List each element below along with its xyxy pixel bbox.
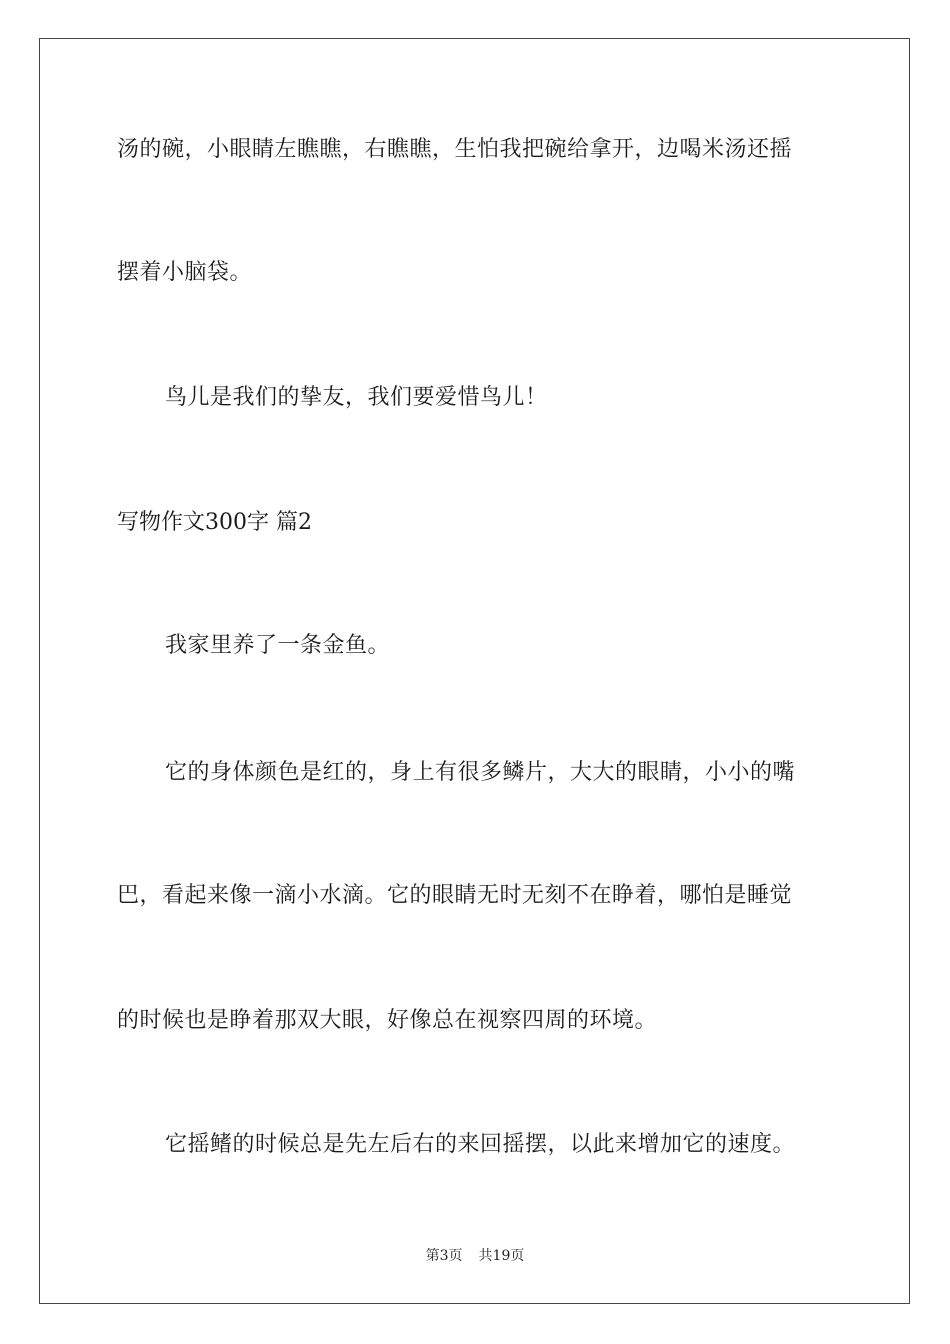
page-border — [39, 38, 910, 1304]
page-total: 共19页 — [478, 1248, 525, 1264]
page-number: 第3页 — [425, 1248, 463, 1264]
body-text-line: 巴，看起来像一滴小水滴。它的眼睛无时无刻不在睁着，哪怕是睡觉 — [117, 883, 793, 908]
body-text-line: 的时候也是睁着那双大眼，好像总在视察四周的环境。 — [117, 1008, 658, 1033]
paragraph-text-line: 鸟儿是我们的挚友，我们要爱惜鸟儿！ — [165, 385, 548, 410]
section-heading: 写物作文300字 篇2 — [117, 510, 312, 535]
paragraph-text-line: 我家里养了一条金鱼。 — [165, 633, 391, 658]
paragraph-text-line: 它摇鳍的时候总是先左后右的来回摇摆，以此来增加它的速度。 — [165, 1132, 796, 1157]
body-text-line: 汤的碗，小眼睛左瞧瞧，右瞧瞧，生怕我把碗给拿开，边喝米汤还摇 — [117, 137, 793, 162]
page-footer — [0, 1247, 950, 1265]
body-text-line: 摆着小脑袋。 — [117, 260, 253, 285]
paragraph-text-line: 它的身体颜色是红的，身上有很多鳞片，大大的眼睛，小小的嘴 — [165, 760, 796, 785]
